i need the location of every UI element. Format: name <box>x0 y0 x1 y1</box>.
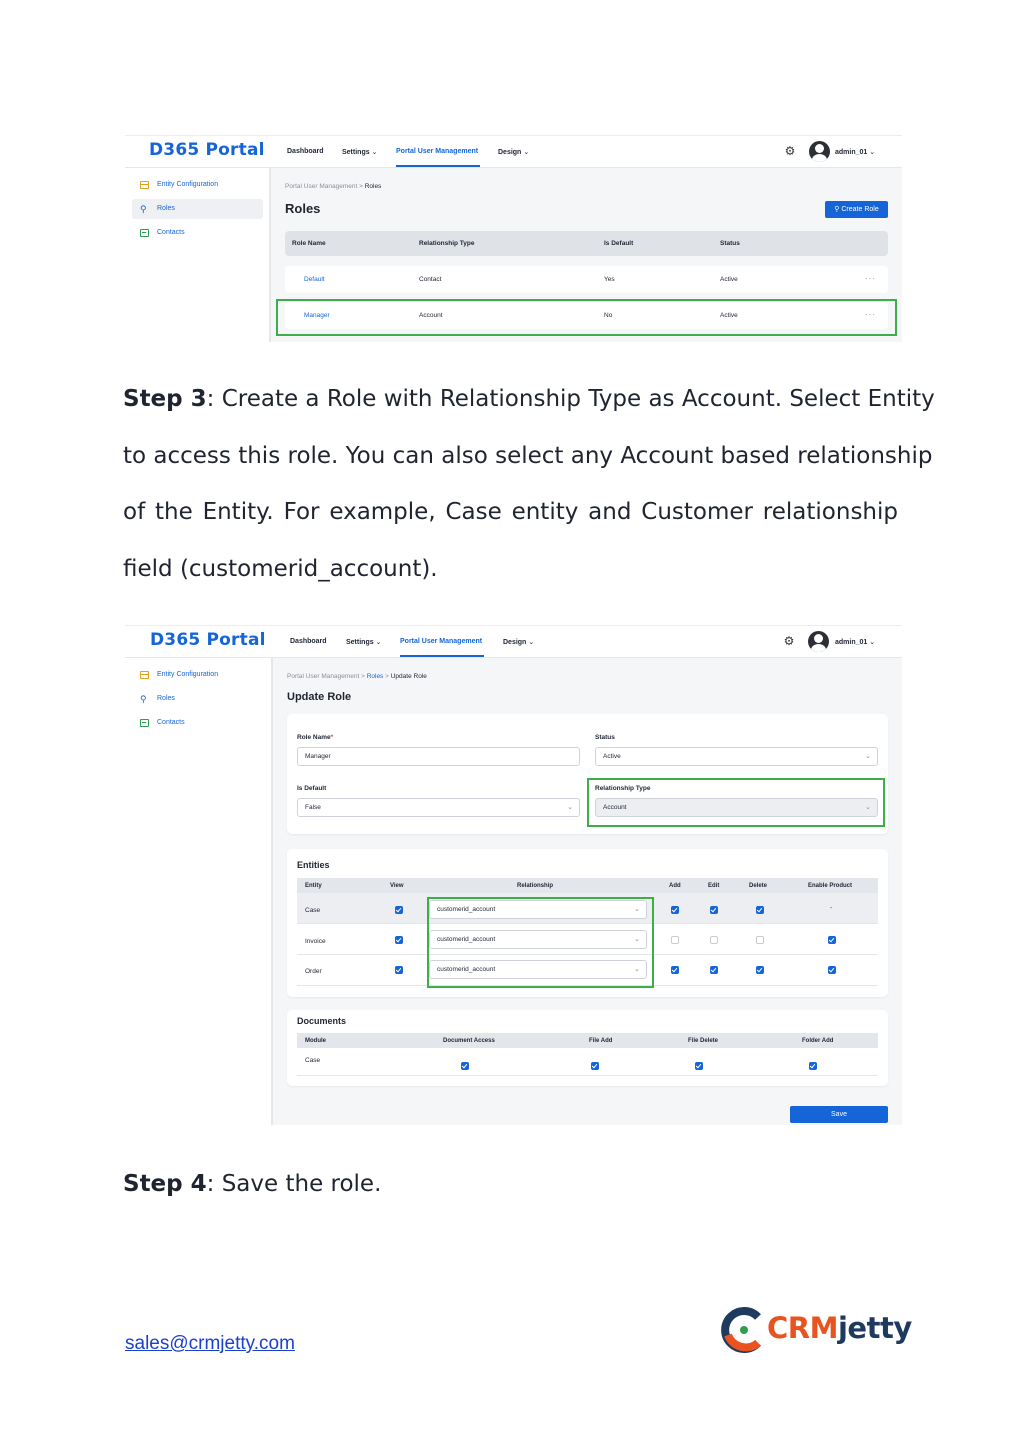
checkbox-icon[interactable] <box>671 906 679 914</box>
active-tab-indicator <box>396 165 480 167</box>
nav-portal-user-management-label: Portal User Management <box>400 638 483 645</box>
relationship-value: customerid_account <box>437 966 496 973</box>
step-3-line-2: to access this role. You can also select any Account based relationship <box>123 443 933 469</box>
contact-email-link[interactable]: sales@crmjetty.com <box>125 1333 295 1354</box>
checkbox-icon[interactable] <box>671 966 679 974</box>
breadcrumb-root[interactable]: Portal User Management <box>287 673 360 680</box>
sidebar-item-roles[interactable] <box>132 199 263 219</box>
checkbox-icon[interactable] <box>395 906 403 914</box>
chevron-down-icon: ⌄ <box>634 936 640 943</box>
breadcrumb-separator: > <box>359 183 363 190</box>
portal-logo[interactable]: D365 Portal <box>149 140 265 160</box>
nav-settings[interactable] <box>342 148 378 156</box>
roles-screenshot <box>125 135 902 342</box>
entity-name: Case <box>305 907 321 914</box>
role-name-link[interactable]: Manager <box>304 312 330 319</box>
checkbox-icon[interactable] <box>710 936 718 944</box>
column-header: Delete <box>749 883 768 889</box>
step-3-line-3: of the Entity. For example, Case entity and Customer relationship <box>123 499 898 525</box>
breadcrumb <box>287 673 427 680</box>
crmjetty-wordmark <box>767 1311 912 1345</box>
nav-dashboard-label: Dashboard <box>287 148 324 155</box>
step-3-paragraph <box>123 386 935 601</box>
checkbox-icon[interactable] <box>710 906 718 914</box>
sidebar-item-label: Contacts <box>157 229 185 236</box>
folder-icon <box>140 671 149 679</box>
documents-table-header <box>297 1033 878 1048</box>
checkbox-icon[interactable] <box>756 966 764 974</box>
sidebar-item-label: Contacts <box>157 719 185 726</box>
page-title: Roles <box>285 201 321 216</box>
table-cell: Active <box>720 312 738 319</box>
step-4-paragraph <box>123 1171 898 1203</box>
nav-portal-user-management-label: Portal User Management <box>396 148 479 155</box>
checkbox-icon[interactable] <box>710 966 718 974</box>
step-3-text: : Create a Role with Relationship Type as Account. Select Entity <box>206 386 935 412</box>
sidebar-item-entity-configuration[interactable] <box>132 175 263 195</box>
breadcrumb-root[interactable]: Portal User Management <box>285 183 358 190</box>
breadcrumb-current: Roles <box>364 183 382 190</box>
document-icon <box>140 229 149 237</box>
nav-dashboard[interactable] <box>287 148 324 155</box>
checkbox-icon[interactable] <box>695 1062 703 1070</box>
chevron-down-icon: ⌄ <box>865 804 871 811</box>
save-button[interactable]: Save <box>790 1106 888 1123</box>
is-default-label: Is Default <box>297 785 327 792</box>
column-header: Edit <box>708 883 720 889</box>
status-label: Status <box>595 734 615 741</box>
column-header: Entity <box>305 883 322 889</box>
column-header: Folder Add <box>802 1038 834 1044</box>
breadcrumb <box>285 183 381 190</box>
create-role-button[interactable] <box>825 201 888 218</box>
table-cell: Yes <box>604 276 615 283</box>
update-role-screenshot <box>125 625 902 1125</box>
more-options-icon[interactable]: ··· <box>865 310 876 319</box>
role-name-field[interactable]: Manager <box>297 747 580 766</box>
breadcrumb-roles[interactable]: Roles <box>366 673 384 680</box>
highlight-box <box>587 778 885 827</box>
chevron-down-icon: ⌄ <box>371 149 378 156</box>
column-header: File Add <box>589 1038 613 1044</box>
user-name: admin_01 <box>835 149 868 156</box>
checkbox-icon[interactable] <box>591 1062 599 1070</box>
chevron-down-icon: ⌄ <box>523 149 530 156</box>
table-row <box>297 1048 878 1076</box>
sidebar-item-contacts[interactable] <box>132 223 263 243</box>
brand-jetty: jetty <box>837 1311 912 1345</box>
sidebar-item-label: Roles <box>157 205 175 212</box>
is-default-select[interactable] <box>297 798 580 817</box>
chevron-down-icon: ⌄ <box>634 966 640 973</box>
chevron-down-icon: ⌄ <box>567 804 573 811</box>
breadcrumb-separator: > <box>385 673 389 680</box>
relationship-value: customerid_account <box>437 906 496 913</box>
crmjetty-logo <box>720 1305 912 1357</box>
user-name: admin_01 <box>835 639 868 646</box>
column-header: Document Access <box>443 1038 495 1044</box>
relationship-type-value: Account <box>603 804 627 811</box>
step-4-line <box>123 1171 381 1197</box>
sidebar <box>125 168 271 342</box>
sidebar-item-label: Entity Configuration <box>157 671 219 678</box>
nav-design[interactable] <box>503 638 534 646</box>
enable-product-value: - <box>830 905 833 912</box>
avatar-icon[interactable] <box>809 141 830 162</box>
is-default-value: False <box>305 804 321 811</box>
checkbox-icon[interactable] <box>395 966 403 974</box>
status-select[interactable] <box>595 747 878 766</box>
column-header: Enable Product <box>808 883 853 889</box>
add-user-icon: ⚲ <box>834 206 842 213</box>
sidebar <box>125 658 273 1125</box>
nav-dashboard-label: Dashboard <box>290 638 327 645</box>
entities-title: Entities <box>297 860 330 870</box>
step-3-line-1 <box>123 386 935 412</box>
gear-icon[interactable]: ⚙ <box>783 634 795 648</box>
table-cell: No <box>604 312 613 319</box>
top-navbar <box>125 135 902 168</box>
roles-table-header <box>285 231 888 256</box>
chevron-down-icon: ⌄ <box>865 753 871 760</box>
chevron-down-icon: ⌄ <box>869 149 876 156</box>
checkbox-icon[interactable] <box>809 1062 817 1070</box>
gear-icon[interactable]: ⚙ <box>784 144 796 158</box>
role-name-link[interactable]: Default <box>304 276 325 283</box>
users-icon: ⚲ <box>140 694 147 704</box>
column-header[interactable]: Relationship Type <box>419 240 475 247</box>
step-4-text: : Save the role. <box>206 1171 382 1197</box>
module-name: Case <box>305 1057 321 1064</box>
documents-title: Documents <box>297 1016 347 1026</box>
step-3-line-4: field (customerid_account). <box>123 556 438 582</box>
nav-settings-label: Settings <box>342 149 370 156</box>
checkbox-icon[interactable] <box>671 936 679 944</box>
avatar-icon[interactable] <box>808 631 829 652</box>
nav-settings-label: Settings <box>346 639 374 646</box>
nav-design-label: Design <box>498 149 522 156</box>
column-header[interactable]: Status <box>720 240 740 247</box>
table-cell: Active <box>720 276 738 283</box>
relationship-type-label: Relationship Type <box>595 785 651 792</box>
checkbox-icon[interactable] <box>828 966 836 974</box>
column-header: Relationship <box>517 883 554 889</box>
page-title: Update Role <box>287 691 352 703</box>
table-row[interactable] <box>285 266 888 293</box>
column-header: Add <box>669 883 681 889</box>
column-header: File Delete <box>688 1038 719 1044</box>
checkbox-icon[interactable] <box>756 906 764 914</box>
status-value: Active <box>603 753 621 760</box>
checkbox-icon[interactable] <box>395 936 403 944</box>
create-role-label: Create Role <box>841 206 879 213</box>
breadcrumb-separator: > <box>361 673 365 680</box>
chevron-down-icon: ⌄ <box>528 639 535 646</box>
sidebar-item-label: Roles <box>157 695 175 702</box>
role-name-label: Role Name* <box>297 734 334 741</box>
chevron-down-icon: ⌄ <box>869 639 876 646</box>
nav-settings[interactable] <box>346 638 382 646</box>
column-header[interactable]: Role Name <box>292 240 326 247</box>
required-mark: * <box>330 734 334 741</box>
breadcrumb-current: Update Role <box>390 673 427 680</box>
highlight-box <box>427 897 654 988</box>
document-icon <box>140 719 149 727</box>
sidebar-item-contacts[interactable] <box>132 713 263 733</box>
entities-table-header <box>297 878 878 893</box>
table-cell: Contact <box>419 276 442 283</box>
checkbox-icon[interactable] <box>461 1062 469 1070</box>
entity-name: Invoice <box>305 938 326 945</box>
nav-design[interactable] <box>498 148 529 156</box>
folder-icon <box>140 181 149 189</box>
sidebar-item-label: Entity Configuration <box>157 181 219 188</box>
column-header[interactable]: Is Default <box>604 240 634 247</box>
relationship-value: customerid_account <box>437 936 496 943</box>
chevron-down-icon: ⌄ <box>375 639 382 646</box>
top-navbar <box>125 625 902 658</box>
nav-portal-user-management[interactable] <box>400 638 482 645</box>
column-header: View <box>390 883 404 889</box>
nav-portal-user-management[interactable] <box>396 148 478 155</box>
brand-crm: CRM <box>767 1311 838 1345</box>
more-options-icon[interactable]: ··· <box>865 274 876 283</box>
column-header: Module <box>305 1038 326 1044</box>
table-cell: Account <box>419 312 443 319</box>
user-menu[interactable] <box>835 638 875 646</box>
users-icon: ⚲ <box>140 204 147 214</box>
sidebar-item-entity-configuration[interactable] <box>132 665 263 685</box>
nav-dashboard[interactable] <box>290 638 327 645</box>
checkbox-icon[interactable] <box>828 936 836 944</box>
sidebar-item-roles[interactable] <box>132 689 263 709</box>
portal-logo[interactable]: D365 Portal <box>150 630 266 650</box>
user-menu[interactable] <box>835 148 875 156</box>
step-4-label: Step 4 <box>123 1171 207 1197</box>
highlight-box <box>276 299 897 336</box>
crmjetty-logo-mark <box>720 1307 766 1353</box>
active-tab-indicator <box>400 655 484 657</box>
chevron-down-icon: ⌄ <box>634 906 640 913</box>
checkbox-icon[interactable] <box>756 936 764 944</box>
nav-design-label: Design <box>503 639 527 646</box>
entity-name: Order <box>305 968 322 975</box>
step-3-label: Step 3 <box>123 386 207 412</box>
